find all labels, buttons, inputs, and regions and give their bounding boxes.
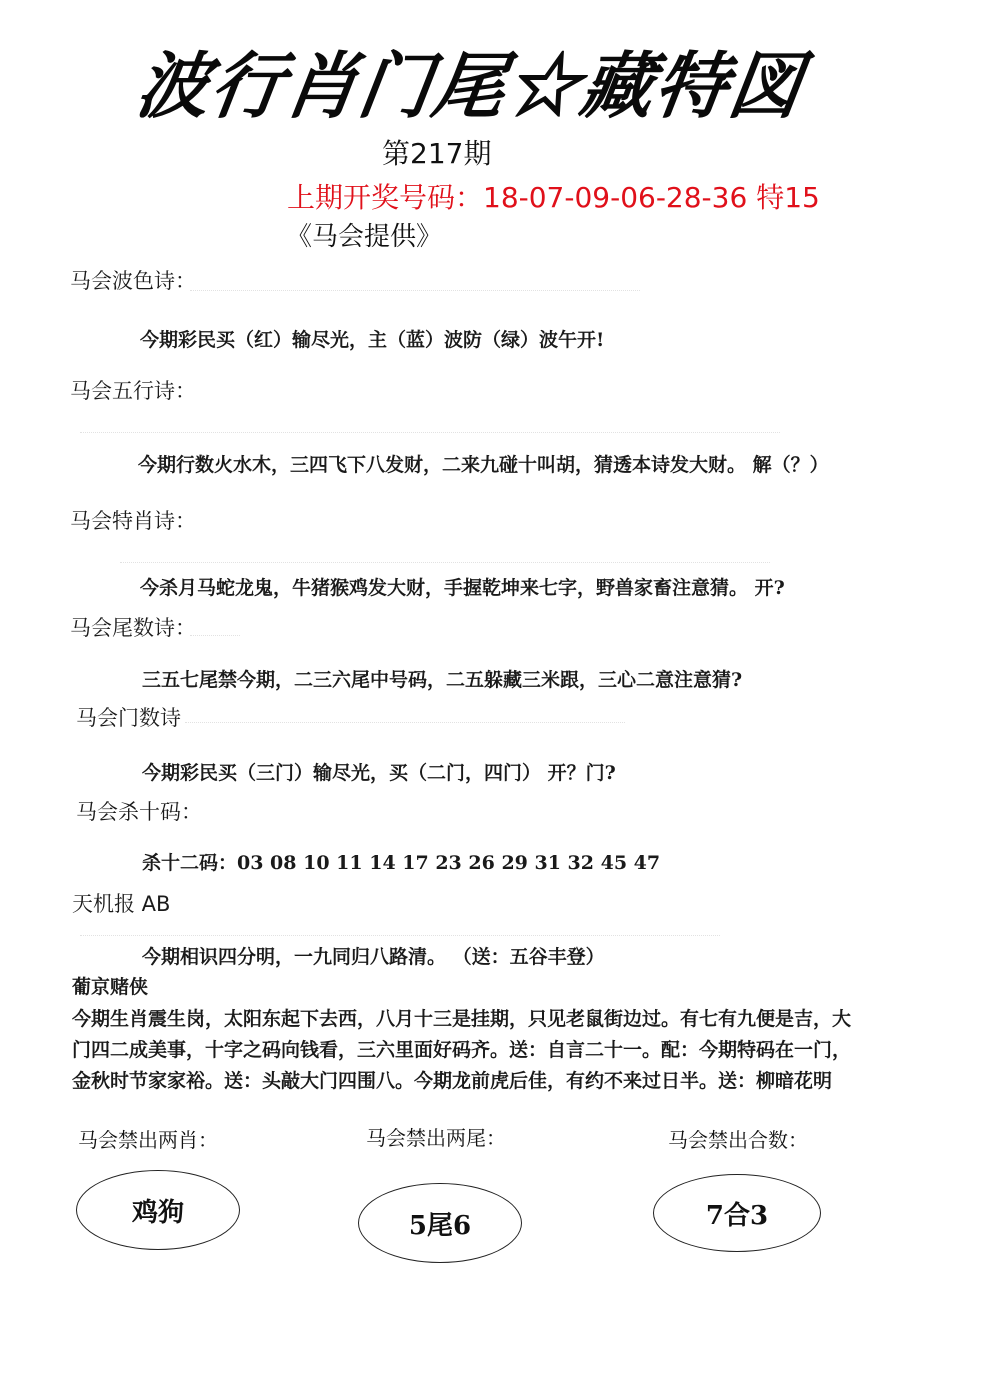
wave-poem-label: 马会波色诗：	[70, 269, 196, 293]
puxia-line-1: 今期生肖震生岗，太阳东起下去西，八月十三是挂期，只见老鼠街边过。有七有九便是吉，大	[72, 1008, 852, 1030]
page-title: 波行肖门尾☆藏特図	[131, 43, 810, 128]
kill-codes-text: 杀十二码：03 08 10 11 14 17 23 26 29 31 32 45 47	[142, 852, 661, 874]
puxia-line-3: 金秋时节家家裕。送：头敲大门四围八。今期龙前虎后佳，有约不来过日半。送：柳暗花明	[72, 1070, 833, 1092]
element-poem-text: 今期行数火水木，三四飞下八发财，二来九碰十叫胡，猜透本诗发大财。 解（？）	[138, 454, 829, 476]
banned-sum-label: 马会禁出合数：	[668, 1128, 808, 1152]
kill-codes-label: 马会杀十码：	[76, 800, 202, 824]
provider-note: 《马会提供》	[286, 222, 443, 252]
element-poem-label: 马会五行诗：	[70, 379, 196, 403]
puxia-line-2: 门四二成美事，十字之码向钱看，三六里面好码齐。送：自言二十一。配：今期特码在一门，	[72, 1039, 852, 1061]
banned-tail-value: 5尾6	[408, 1210, 472, 1241]
wave-poem-text: 今期彩民买（红）输尽光，主（蓝）波防（绿）波午开!	[140, 329, 605, 351]
gate-poem-text: 今期彩民买（三门）输尽光，买（二门，四门） 开？门?	[142, 762, 616, 784]
banned-sum-value: 7合3	[705, 1200, 769, 1231]
last-draw-result: 上期开奖号码：18-07-09-06-28-36 特15	[287, 181, 820, 214]
tail-poem-label: 马会尾数诗：	[70, 616, 196, 640]
zodiac-poem-label: 马会特肖诗：	[70, 509, 196, 533]
tianji-text: 今期相识四分明，一九同归八路清。 （送：五谷丰登）	[142, 946, 605, 968]
tail-poem-text: 三五七尾禁今期，二三六尾中号码，二五躲藏三米跟，三心二意注意猜?	[142, 669, 743, 691]
gate-poem-label: 马会门数诗	[76, 706, 181, 730]
tianji-label: 天机报 AB	[72, 892, 171, 916]
banned-sum-oval	[653, 1174, 821, 1252]
zodiac-poem-text: 今杀月马蛇龙鬼，牛猪猴鸡发大财，手握乾坤来七字，野兽家畜注意猜。 开?	[140, 577, 785, 599]
banned-tail-oval	[358, 1183, 522, 1263]
banned-zodiac-label: 马会禁出两肖：	[78, 1128, 218, 1152]
puxia-label: 葡京赌侠	[72, 976, 149, 998]
banned-zodiac-oval	[76, 1170, 240, 1250]
banned-tail-label: 马会禁出两尾：	[366, 1126, 506, 1150]
issue-number: 第217期	[382, 137, 492, 170]
banned-zodiac-value: 鸡狗	[131, 1197, 184, 1228]
